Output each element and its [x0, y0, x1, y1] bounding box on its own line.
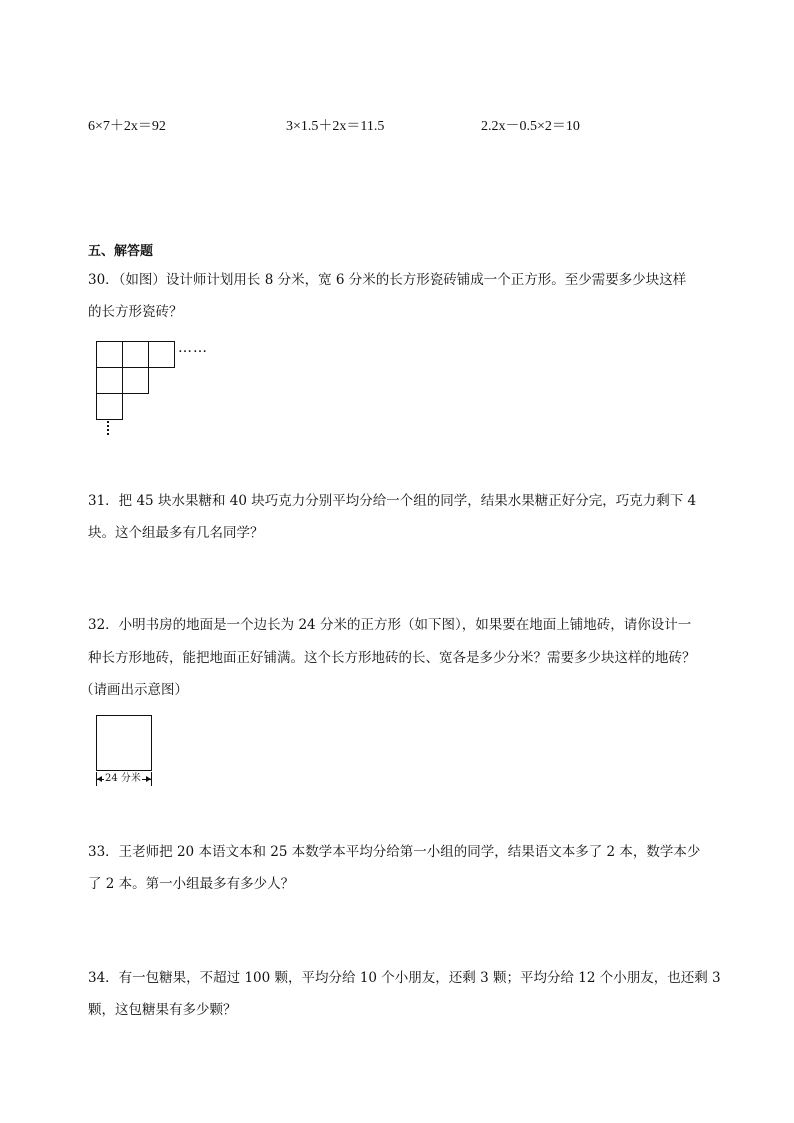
equation-2: 3×1.5＋2x＝11.5: [286, 119, 385, 134]
question-32-line-3: （请画出示意图）: [80, 682, 188, 698]
tile: [96, 367, 123, 394]
arrow-right-icon: [146, 776, 151, 782]
question-33-line-2: 了 2 本。第一小组最多有多少人？: [88, 876, 295, 892]
question-30-line-2: 的长方形瓷砖？: [88, 304, 183, 320]
arrow-left-icon: [97, 776, 102, 782]
question-34-line-1: 34．有一包糖果，不超过 100 颗，平均分给 10 个小朋友，还剩 3 颗；平均分给 12 个小朋友，也还剩 3: [88, 970, 721, 986]
tile: [122, 367, 149, 394]
tile: [96, 393, 123, 420]
vertical-ellipsis: [107, 421, 112, 435]
question-33-line-1: 33．王老师把 20 本语文本和 25 本数学本平均分给第一小组的同学，结果语文本多了 2 本，数学本少: [88, 844, 701, 860]
tile-staircase-figure: [96, 341, 226, 441]
question-31-line-1: 31．把 45 块水果糖和 40 块巧克力分别平均分给一个组的同学，结果水果糖正好分完，巧克力剩下 4: [88, 493, 697, 509]
question-32-line-1: 32．小明书房的地面是一个边长为 24 分米的正方形（如下图），如果要在地面上铺地砖，请你设计一: [88, 617, 692, 633]
equation-1: 6×7＋2x＝92: [88, 119, 166, 134]
question-32-line-2: 种长方形地砖，能把地面正好铺满。这个长方形地砖的长、宽各是多少分米？需要多少块这样的地砖？: [88, 650, 696, 666]
equation-3: 2.2x－0.5×2＝10: [481, 119, 580, 134]
dimension-label: 24 分米: [105, 773, 141, 784]
dimension-tick-right: [151, 772, 152, 786]
tile: [96, 341, 123, 368]
horizontal-ellipsis: ……: [178, 340, 208, 356]
square-outline: [96, 715, 152, 771]
square-floor-figure: [96, 715, 152, 787]
question-31-line-2: 块。这个组最多有几名同学？: [88, 525, 264, 541]
tile: [148, 341, 175, 368]
tile: [122, 341, 149, 368]
question-30-line-1: 30．（如图）设计师计划用长 8 分米，宽 6 分米的长方形瓷砖铺成一个正方形。至少需要多少块这样: [88, 272, 687, 288]
section-title: 五、解答题: [88, 244, 154, 259]
question-34-line-2: 颗，这包糖果有多少颗？: [88, 1002, 237, 1018]
